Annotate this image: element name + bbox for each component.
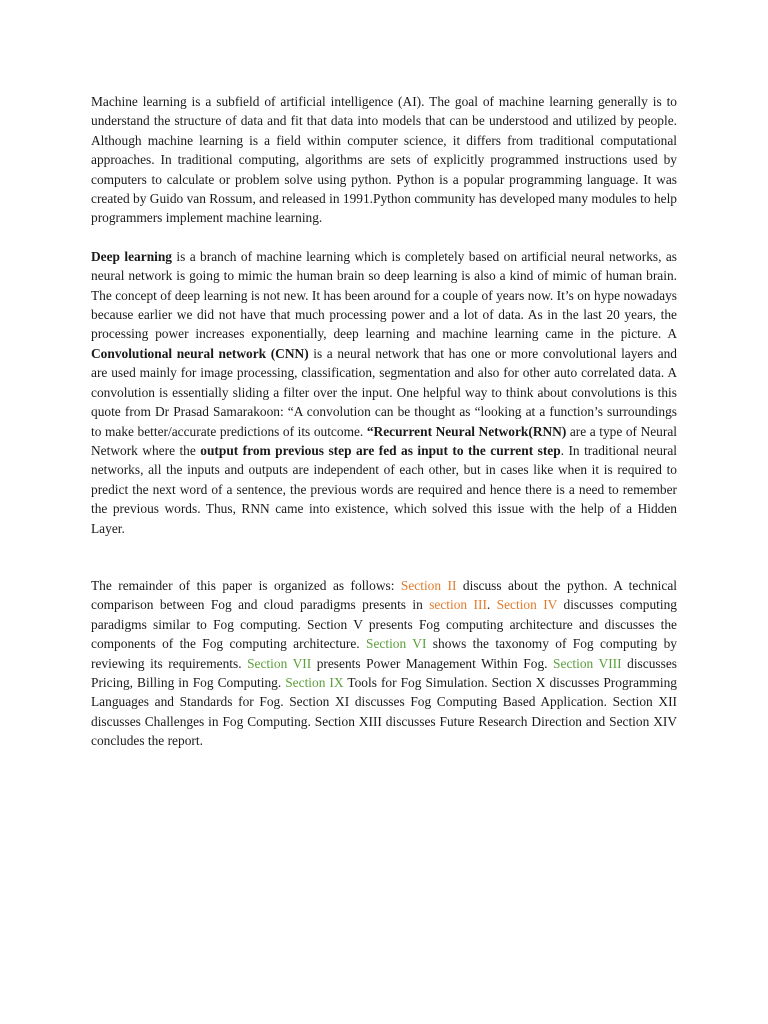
rnn-tail-text: . In traditional neural networks, all the inputs and outputs are independent of each other, but in cases like when it is required to predict the next word of a sentence, the previous words are required and hence there is a need to remember the previous words. Thus, RNN came into existence, which solved this issue with the help of a Hidden Layer. (91, 442, 678, 536)
cnn-term: Convolutional neural network (CNN) (91, 345, 309, 361)
organization-paragraph (91, 576, 677, 751)
intro-text: Machine learning is a subfield of artificial intelligence (AI). The goal of machine learning generally is to understand the structure of data and fit that data into models that can be understood and utilized by people. Although machine learning is a field within computer science, it differs from traditional computational approaches. In traditional computing, algorithms are sets of explicitly programmed instructions used by computers to calculate or problem solve using python. Python is a popular programming language. It was created by Guido van Rossum, and released in 1991.Python community has developed many modules to help programmers implement machine learning. (91, 94, 677, 226)
section-6-link[interactable]: Section VI (366, 636, 427, 652)
section-3-link[interactable]: section III (429, 597, 487, 613)
section-2-link[interactable]: Section II (400, 577, 457, 593)
deep-learning-paragraph (91, 247, 677, 538)
section-9-link[interactable]: Section IX (285, 674, 344, 690)
deep-learning-text: is a branch of machine learning which is completely based on artificial neural networks, as neural network is going to mimic the human brain so deep learning is also a kind of mimic of human brain. The concept of deep learning is not new. It has been around for a couple of years now. It’s on hype nowadays because earlier we did not have that much processing power and a lot of data. As in the last 20 years, the processing power increases exponentially, deep learning and machine learning came in the picture. A (91, 248, 677, 342)
section-4-link[interactable]: Section IV (496, 597, 558, 613)
rnn-term: “Recurrent Neural Network(RNN) (366, 423, 567, 439)
org-text-1: The remainder of this paper is organized as follows: (91, 577, 401, 593)
org-text-3: . (486, 597, 497, 613)
section-8-link[interactable]: Section VIII (553, 655, 622, 671)
org-text-5: shows the taxonomy of Fog computing by reviewing its requirements. (91, 636, 677, 671)
cnn-text: is a neural network that has one or more convolutional layers and are used mainly for image processing, classification, segmentation and also for other auto correlated data. A convolution is essentially sliding a filter over the input. One helpful way to think about convolutions is this quote from Dr Prasad Samarakoon: “A convolution can be thought as “looking at a function’s surroundings to make better/accurate predictions of its outcome. (91, 345, 677, 439)
org-text-7: discusses Pricing, Billing in Fog Computing. (91, 655, 677, 690)
org-text-4: discusses computing paradigms similar to Fog computing. Section V presents Fog computing architecture and discusses the components of the Fog computing architecture. (91, 597, 678, 652)
rnn-text: are a type of Neural Network where the (91, 423, 677, 458)
deep-learning-term: Deep learning (91, 248, 173, 264)
org-text-2: discuss about the python. A technical comparison between Fog and cloud paradigms presents in (91, 577, 678, 613)
org-text-8: Tools for Fog Simulation. Section X discusses Programming Languages and Standards for Fog. Section XI discusses Fog Computing Based Application. Section XII discusses Challenges in Fog Computing. Section XIII discusses Future Research Direction and Section XIV concludes the report. (91, 674, 677, 749)
document-page (91, 92, 677, 751)
rnn-definition: output from previous step are fed as input to the current step (200, 442, 561, 458)
org-text-6: presents Power Management Within Fog. (311, 655, 554, 671)
section-7-link[interactable]: Section VII (247, 655, 312, 671)
intro-paragraph (91, 92, 677, 228)
